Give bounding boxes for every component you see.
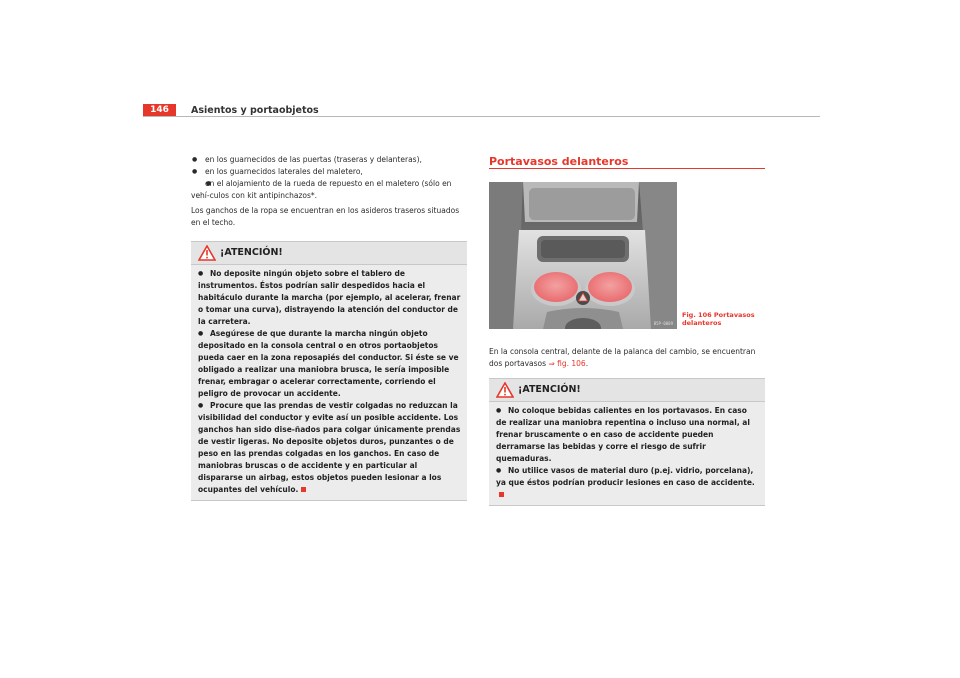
section-title: Portavasos delanteros [489, 155, 629, 168]
end-of-section-marker [301, 487, 306, 492]
cup-holder-figure [489, 182, 677, 329]
header-rule [143, 116, 820, 117]
list-item: ● en los guarnecidos laterales del maletero, [191, 166, 467, 178]
list-item: ● en el alojamiento de la rueda de repuesto en el maletero (sólo en vehí-culos con kit antipinchazos*. [191, 178, 467, 202]
right-cup-holder [588, 272, 632, 302]
warning-item: ● No utilice vasos de material duro (p.ej. vidrio, porcelana), ya que éstos podrían producir lesiones en caso de accidente. [496, 465, 759, 501]
warning-box [489, 378, 765, 506]
warning-triangle-icon [198, 245, 216, 261]
left-cup-holder [534, 272, 578, 302]
end-of-section-marker [499, 492, 504, 497]
page-number: 146 [143, 104, 176, 117]
figure-caption: Fig. 106 Portavasos delanteros [682, 311, 755, 327]
warning-body [489, 402, 765, 505]
running-title: Asientos y portaobjetos [191, 105, 319, 116]
warning-header [489, 379, 765, 402]
warning-item: ● Asegúrese de que durante la marcha ningún objeto depositado en la consola central o en otros portaobjetos pueda caer en la zona reposapiés del conductor. Si éste se ve obligado a realizar una maniobra brusca, le sería imposible frenar, embragar o acelerar correctamente, corriendo el peligro de provocar un accidente. [198, 328, 461, 400]
warning-item: ● Procure que las prendas de vestir colgadas no reduzcan la visibilidad del conductor y evite así un posible accidente. Los ganchos han sido dise-ñados para colgar únicamente prendas de vestir ligeras. No deposite objetos duros, punzantes o de peso en las prendas colgadas en los ganchos. En caso de maniobras bruscas o de accidente y en particular al dispararse un airbag, estos objetos pueden lesionar a los ocupantes del vehículo. [198, 400, 461, 496]
left-column [191, 154, 467, 229]
warning-body [191, 265, 467, 500]
paragraph: Los ganchos de la ropa se encuentran en los asideros traseros situados en el techo. [191, 206, 460, 227]
warning-item: ● No deposite ningún objeto sobre el tablero de instrumentos. Éstos podrían salir despedidos hacia el habitáculo durante la marcha (por ejemplo, al acelerar, frenar o tomar una curva), distrayendo la atención del conductor de la carretera. [198, 268, 461, 328]
right-column [489, 346, 765, 370]
paragraph: En la consola central, delante de la palanca del cambio, se encuentran dos portavasos ⇒ fig. 106. [489, 347, 756, 368]
cup-holder-illustration [489, 182, 677, 329]
warning-title: ¡ATENCIÓN! [518, 384, 581, 395]
warning-header [191, 242, 467, 265]
figure-code: B5P-0089 [653, 321, 673, 326]
warning-triangle-icon [496, 382, 514, 398]
warning-item: ● No coloque bebidas calientes en los portavasos. En caso de realizar una maniobra repentina o incluso una normal, al frenar bruscamente o en caso de accidente pueden derramarse las bebidas y corre el riesgo de sufrir quemaduras. [496, 405, 759, 465]
section-rule [489, 168, 765, 169]
list-item: ● en los guarnecidos de las puertas (traseras y delanteras), [191, 154, 467, 166]
figure-reference-link[interactable]: ⇒ fig. 106 [548, 359, 586, 368]
warning-title: ¡ATENCIÓN! [220, 247, 283, 258]
warning-box [191, 241, 467, 501]
